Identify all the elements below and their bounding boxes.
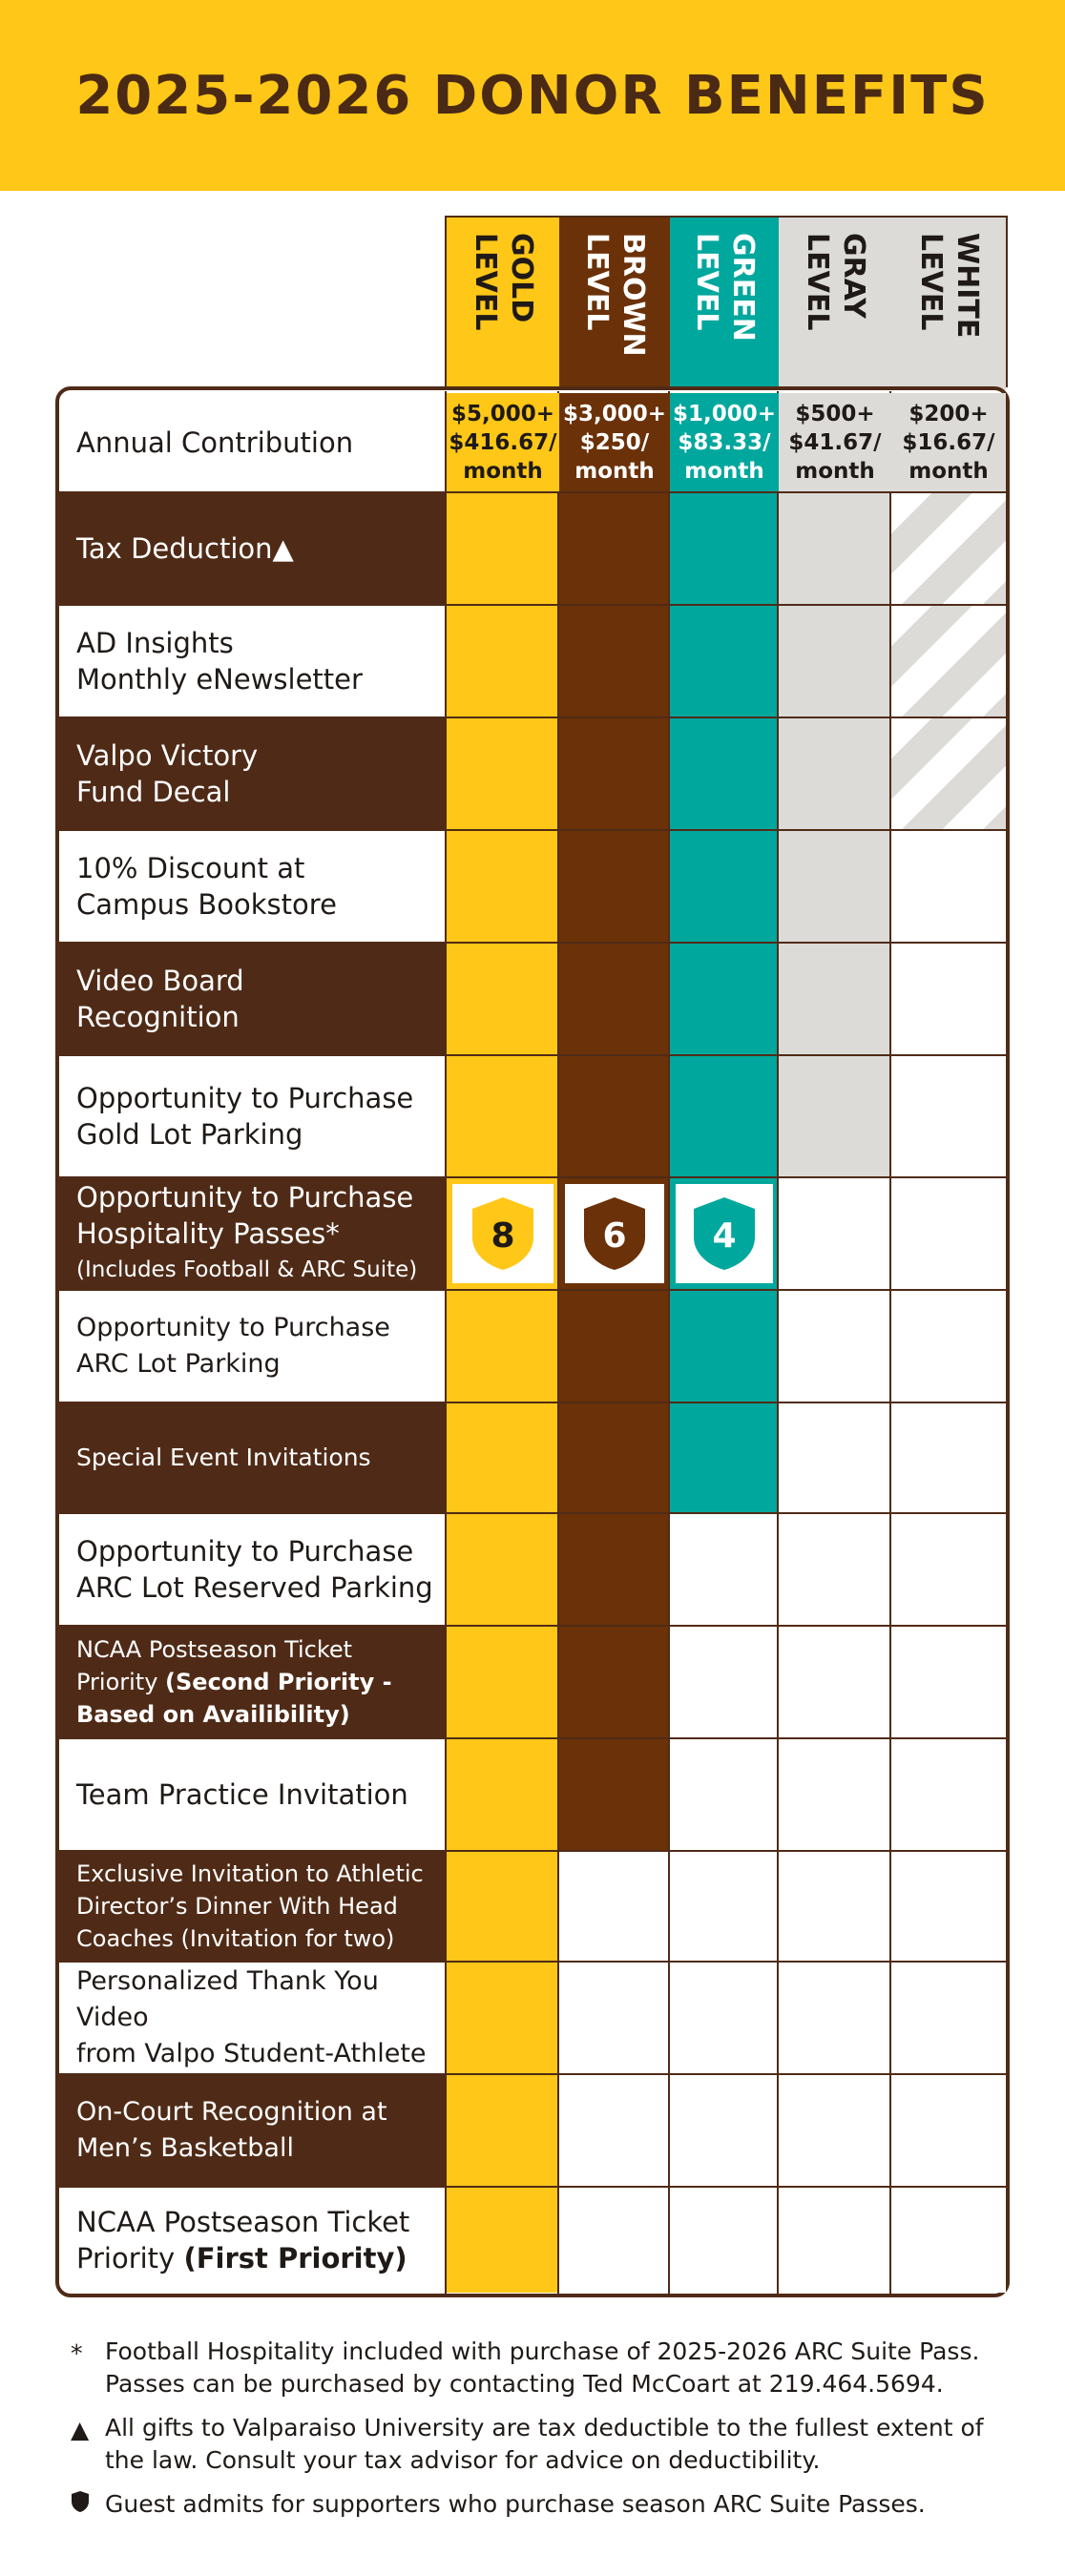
benefit-row — [59, 1056, 447, 1176]
gold-level-header — [447, 216, 559, 390]
gold-level-label: GOLD LEVEL — [469, 233, 538, 331]
benefit-cell — [447, 2188, 559, 2293]
header-line — [445, 216, 447, 387]
footnote — [71, 2412, 1025, 2477]
benefit-cell — [559, 1852, 670, 1961]
green-level-label: GREEN LEVEL — [690, 233, 760, 342]
benefit-label: Special Event Invitations — [76, 1444, 371, 1471]
benefit-cell — [447, 2075, 559, 2186]
header-line — [1006, 216, 1008, 387]
benefit-cell — [779, 2188, 891, 2293]
benefit-cell — [447, 1056, 559, 1176]
benefit-cell — [670, 718, 779, 829]
benefit-cell — [891, 1852, 1006, 1961]
grid-line — [668, 391, 670, 2295]
benefit-row — [59, 1291, 447, 1402]
green-hospitality-badge — [676, 1184, 773, 1283]
benefit-cell — [670, 493, 779, 604]
footnote — [71, 2336, 1025, 2400]
benefit-cell — [559, 1963, 670, 2073]
benefit-cell — [447, 831, 559, 942]
benefit-cell — [891, 1056, 1006, 1176]
grid-line — [777, 391, 779, 2295]
brown-hospitality-badge — [565, 1184, 664, 1283]
benefit-row — [59, 1514, 447, 1625]
benefit-cell — [559, 944, 670, 1054]
benefit-cell — [779, 1852, 891, 1961]
benefit-row — [59, 1627, 447, 1737]
benefit-cell — [559, 1739, 670, 1850]
benefit-cell — [670, 1514, 779, 1625]
benefit-label: Team Practice Invitation — [76, 1778, 408, 1811]
benefit-label: AD Insights Monthly eNewsletter — [76, 627, 363, 696]
footnote-text: Guest admits for supporters who purchase season ARC Suite Passes. — [105, 2490, 926, 2518]
benefit-label: Video Board Recognition — [76, 965, 244, 1033]
benefit-cell — [447, 1403, 559, 1512]
benefit-cell — [559, 2188, 670, 2293]
white-contribution: $200+ $16.67/ month — [891, 393, 1006, 491]
benefit-cell — [891, 606, 1006, 717]
benefit-row — [59, 944, 447, 1054]
green-contribution: $1,000+ $83.33/ month — [670, 393, 779, 491]
benefit-cell — [559, 1514, 670, 1625]
benefit-cell — [670, 2188, 779, 2293]
benefit-row — [59, 2188, 447, 2293]
benefit-cell — [559, 1627, 670, 1737]
gold-hospitality-badge — [452, 1184, 553, 1283]
benefit-cell — [559, 718, 670, 829]
benefit-cell — [779, 1178, 891, 1289]
benefit-cell — [447, 718, 559, 829]
benefit-cell — [779, 606, 891, 717]
benefit-cell — [559, 1291, 670, 1402]
page-header — [0, 0, 1065, 191]
benefit-row — [59, 718, 447, 829]
grid-line — [889, 391, 891, 2295]
benefit-cell — [447, 1627, 559, 1737]
benefit-cell — [891, 831, 1006, 942]
footnote-text: Football Hospitality included with purchase of 2025-2026 ARC Suite Pass. Passes can be purchased by contacting Ted McCoart at 219.464.5694. — [105, 2337, 980, 2398]
benefit-cell — [559, 1403, 670, 1512]
benefit-cell — [559, 493, 670, 604]
benefit-cell — [559, 1056, 670, 1176]
benefit-cell — [779, 2075, 891, 2186]
benefit-cell — [891, 1403, 1006, 1512]
benefit-label: Personalized Thank You Video from Valpo Student-Athlete — [76, 1966, 427, 2068]
svg-text:6: 6 — [602, 1216, 627, 1256]
gray-contribution: $500+ $41.67/ month — [779, 393, 891, 491]
benefit-cell — [447, 493, 559, 604]
benefit-cell — [670, 831, 779, 942]
benefit-cell — [779, 1627, 891, 1737]
benefit-cell — [447, 1739, 559, 1850]
white-level-label: WHITE LEVEL — [914, 233, 984, 339]
footnotes — [71, 2336, 1025, 2532]
benefit-cell — [779, 1056, 891, 1176]
benefit-row — [59, 1403, 447, 1512]
gray-level-header — [779, 216, 891, 390]
benefit-label: On-Court Recognition at Men’s Basketball — [76, 2097, 387, 2163]
benefit-label: Opportunity to Purchase ARC Lot Reserved Parking — [76, 1535, 433, 1604]
svg-text:4: 4 — [712, 1216, 737, 1256]
brown-level-header — [559, 216, 670, 390]
benefit-cell — [891, 1963, 1006, 2073]
green-level-header — [670, 216, 779, 390]
benefit-cell — [447, 1291, 559, 1402]
tax-triangle-icon: ▲ — [272, 532, 294, 565]
benefit-row — [59, 1178, 447, 1289]
benefit-cell — [779, 1514, 891, 1625]
benefit-cell — [891, 1627, 1006, 1737]
benefit-cell — [670, 1056, 779, 1176]
benefit-label: NCAA Postseason Ticket Priority (First Priority) — [76, 2206, 410, 2275]
benefit-row — [59, 1852, 447, 1961]
benefit-cell — [447, 606, 559, 717]
grid-line — [557, 391, 559, 2295]
benefit-cell — [779, 1739, 891, 1850]
benefit-row — [59, 831, 447, 942]
benefit-cell — [891, 718, 1006, 829]
benefit-cell — [779, 493, 891, 604]
benefit-cell — [891, 1739, 1006, 1850]
benefit-cell — [779, 831, 891, 942]
benefit-cell — [779, 1291, 891, 1402]
benefit-cell — [670, 1852, 779, 1961]
benefit-cell — [779, 718, 891, 829]
benefit-cell — [670, 606, 779, 717]
benefit-cell — [559, 831, 670, 942]
benefit-label: Opportunity to Purchase Hospitality Passes* (Includes Football & ARC Suite) — [76, 1181, 418, 1282]
benefit-cell — [779, 944, 891, 1054]
header-line — [445, 216, 1008, 218]
benefit-label: Tax Deduction▲ — [76, 532, 294, 565]
annual-contribution-text: Annual Contribution — [76, 426, 354, 459]
benefit-cell — [891, 1178, 1006, 1289]
brown-shield-icon — [581, 1195, 648, 1272]
benefit-cell — [670, 1403, 779, 1512]
triangle-icon: ▲ — [71, 2416, 90, 2443]
gray-level-label: GRAY LEVEL — [801, 233, 870, 331]
footnote — [71, 2488, 1025, 2521]
benefit-cell — [447, 944, 559, 1054]
benefit-cell — [670, 944, 779, 1054]
benefit-cell — [447, 1514, 559, 1625]
annual-contribution-label — [59, 393, 447, 491]
benefit-cell — [779, 1403, 891, 1512]
benefit-row — [59, 1739, 447, 1850]
benefit-cell — [447, 1963, 559, 2073]
svg-text:8: 8 — [491, 1216, 515, 1256]
brown-level-label: BROWN LEVEL — [580, 233, 650, 357]
benefit-cell — [891, 493, 1006, 604]
asterisk-mark: * — [71, 2339, 83, 2367]
benefit-cell — [670, 1291, 779, 1402]
benefit-cell — [670, 1627, 779, 1737]
page-title: 2025-2026 DONOR BENEFITS — [75, 64, 990, 127]
gold-contribution: $5,000+ $416.67/ month — [447, 393, 559, 491]
green-shield-icon — [691, 1195, 758, 1272]
benefit-cell — [779, 1963, 891, 2073]
shield-icon — [71, 2488, 105, 2521]
benefit-cell — [559, 606, 670, 717]
benefit-label: Opportunity to Purchase Gold Lot Parking — [76, 1082, 414, 1151]
benefit-cell — [670, 1739, 779, 1850]
benefit-cell — [891, 2188, 1006, 2293]
brown-contribution: $3,000+ $250/ month — [559, 393, 670, 491]
benefit-cell — [447, 1852, 559, 1961]
benefit-cell — [891, 1291, 1006, 1402]
benefit-label: NCAA Postseason Ticket Priority (Second Priority - Based on Availibility) — [76, 1636, 392, 1728]
benefit-cell — [891, 944, 1006, 1054]
benefit-row — [59, 2075, 447, 2186]
benefit-cell — [559, 2075, 670, 2186]
benefit-label: 10% Discount at Campus Bookstore — [76, 852, 337, 921]
benefit-cell — [670, 2075, 779, 2186]
benefit-label: Valpo Victory Fund Decal — [76, 739, 259, 808]
benefit-cell — [670, 1963, 779, 2073]
benefit-label: Exclusive Invitation to Athletic Director’s Dinner With Head Coaches (Invitation for two) — [76, 1860, 424, 1952]
white-level-header — [891, 216, 1006, 390]
footnote-text: All gifts to Valparaiso University are tax deductible to the fullest extent of the law. Consult your tax advisor for advice on deductibility. — [105, 2414, 984, 2474]
benefit-row — [59, 493, 447, 604]
benefit-label: Opportunity to Purchase ARC Lot Parking — [76, 1313, 390, 1379]
benefit-cell — [891, 1514, 1006, 1625]
benefit-row — [59, 606, 447, 717]
gold-shield-icon — [470, 1195, 536, 1272]
benefit-row — [59, 1963, 447, 2073]
benefit-cell — [891, 2075, 1006, 2186]
